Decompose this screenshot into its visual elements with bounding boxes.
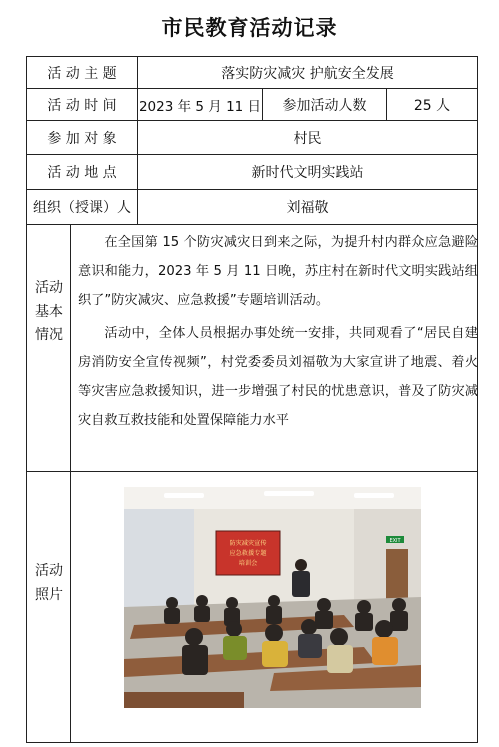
photos-label: 活动照片: [35, 563, 63, 603]
attendee-count-label: 参加活动人数: [282, 97, 367, 114]
participants-value: 村民: [293, 130, 322, 147]
time-value: 2023 年 5 月 11 日: [138, 98, 262, 115]
summary-text: [78, 228, 478, 435]
attendee-count-value: 25 人: [413, 97, 451, 114]
exit-sign: EXIT: [389, 538, 401, 544]
location-label: 活 动 地 点: [47, 165, 117, 181]
screen-line-2: 应急救援专题: [229, 550, 267, 557]
summary-paragraph: 活动中，全体人员根据办事处统一安排，共同观看了“居民自建房消防安全宣传视频”，村党委委员刘福敬为大家宣讲了地震、着火等灾害应急救援知识，进一步增强了村民的忧患意识，普及了防灾减灾自救互救技能和处置保障能力水平: [78, 326, 478, 428]
screen-line-1: 防灾减灾宣传: [229, 540, 267, 547]
document-title: 市民教育活动记录: [161, 15, 338, 40]
time-label: 活 动 时 间: [47, 97, 117, 114]
theme-value: 落实防灾减灾 护航安全发展: [221, 65, 394, 82]
screen-line-3: 培训会: [238, 560, 258, 567]
participants-label: 参 加 对 象: [47, 130, 117, 147]
summary-paragraph: 在全国第 15 个防灾减灾日到来之际，为提升村内群众应急避险意识和能力，2023 年 5 月 11 日晚，苏庄村在新时代文明实践站组织了”防灾减灾、应急救援”专题培训活动。: [78, 235, 478, 308]
theme-label: 活 动 主 题: [47, 65, 117, 82]
summary-label: 活动基本情况: [35, 280, 63, 343]
location-value: 新时代文明实践站: [251, 165, 364, 181]
activity-photo: [124, 487, 421, 708]
organizer-label: 组织（授课）人: [33, 200, 131, 216]
organizer-value: 刘福敬: [286, 200, 329, 216]
